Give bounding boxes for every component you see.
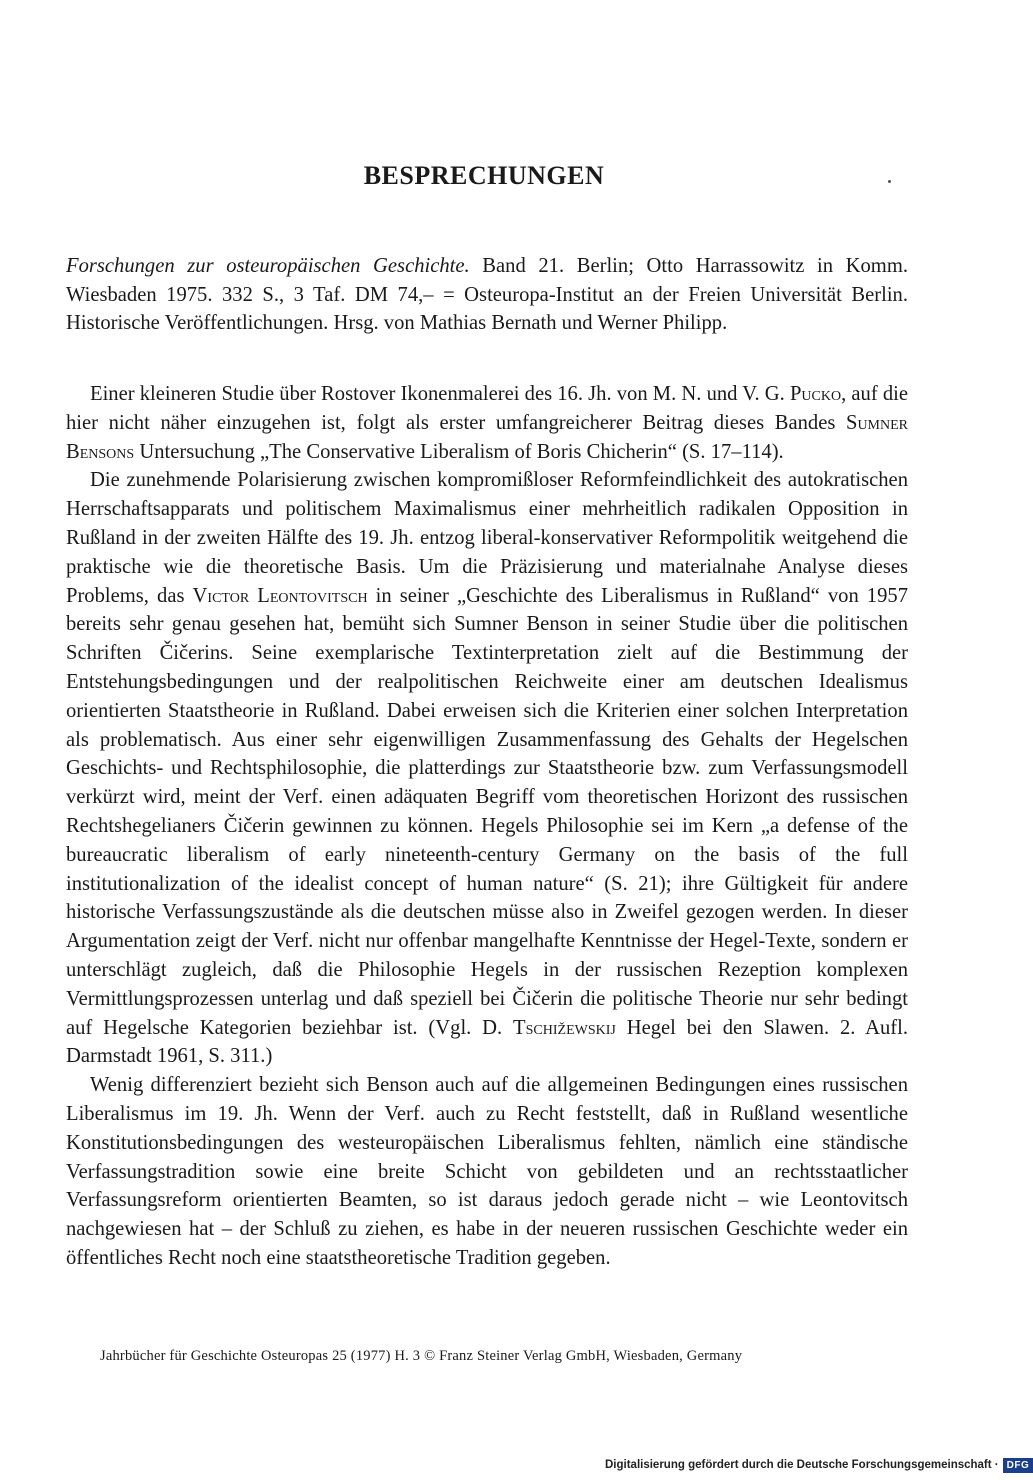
section-heading: BESPRECHUNGEN <box>363 161 605 191</box>
digitization-note <box>605 1455 1033 1475</box>
paragraph-1-text-c: Untersuchung „The Conservative Liberalism of Boris Chicherin“ (S. 17–114). <box>134 440 784 463</box>
author-name-pucko: Pucko <box>789 383 842 405</box>
paragraph-2-text-b: in seiner „Geschichte des Liberalismus in Rußland“ von 1957 bereits sehr genau gesehen hat, bemüht sich Sumner Benson in seiner Studie über die politischen Schriften Čičerins. Seine exemplarische Textinterpretation zielt auf die Bestimmung der Entstehungsbedingungen und der realpolitischen Reichweite einer am deutschen Idealismus orientierten Staatstheorie in Rußland. Dabei erweisen sich die Kriterien einer solchen Interpretation als problematisch. Aus einer sehr eigenwilligen Zusammenfassung des Gehalts der Hegelschen Geschichts- und Rechtsphilosophie, die platterdings zur Staatstheorie bzw. zum Verfassungsmodell verkürzt wird, meint der Verf. einen adäquaten Begriff vom theoretischen Horizont des russischen Rechtshegelianers Čičerin gewinnen zu können. Hegels Philosophie sei im Kern „a defense of the bureaucratic liberalism of early nineteenth-century Germany on the basis of the full institutionalization of the idealist concept of human nature“ (S. 21); ihre Gültigkeit für andere historische Verfassungszustände als die deutschen müsse also in Zweifel gezogen werden. In dieser Argumentation zeigt der Verf. nicht nur offenbar mangelhafte Kenntnisse der Hegel-Texte, sondern er unterschlägt zugleich, daß die Philosophie Hegels in der russischen Rezeption komplexen Vermittlungsprozessen unterlag und daß speziell bei Čičerin die politische Theorie nur sehr bedingt auf Hegelsche Kategorien beziehbar ist. (Vgl. D. <box>66 584 908 1039</box>
paragraph-2 <box>66 466 908 1071</box>
paragraph-1-text-b: , auf die hier nicht näher einzugehen ist, folgt als erster umfangreicherer Beitrag dieses Bandes <box>66 383 909 434</box>
series-title: Forschungen zur osteuropäischen Geschichte. <box>66 255 470 277</box>
author-name-benson: Sumner Bensons <box>66 411 908 463</box>
paragraph-1-text-a: Einer kleineren Studie über Rostover Ikonenmalerei des 16. Jh. von M. N. und V. G. <box>90 383 790 405</box>
dfg-logo: DFG <box>1003 1458 1033 1473</box>
review-body <box>66 380 908 1273</box>
paragraph-1 <box>66 380 908 466</box>
journal-footer: Jahrbücher für Geschichte Osteuropas 25 (1977) H. 3 © Franz Steiner Verlag GmbH, Wiesbaden, Germany <box>100 1348 743 1364</box>
author-name-tschizewskij: Tschižewskij <box>513 1016 616 1039</box>
paragraph-2-text-c: Hegel bei den Slawen. 2. Aufl. Darmstadt 1961, S. 311.) <box>66 1016 908 1068</box>
paragraph-3: Wenig differenziert bezieht sich Benson auch auf die allgemeinen Bedingungen eines russischen Liberalismus im 19. Jh. Wenn der Verf. auch zu Recht feststellt, daß in Rußland wesentliche Konstitutionsbedingungen des westeuropäischen Liberalismus fehlten, nämlich eine ständische Verfassungstradition sowie eine breite Schicht von gebildeten und an rechtsstaatlicher Verfassungsreform orientierten Beamten, so ist daraus jedoch gerade nicht – wie Leontovitsch nachgewiesen hat – der Schluß zu ziehen, es habe in der neueren russischen Geschichte weder ein öffentliches Recht noch eine staatstheoretische Tradition gegeben. <box>66 1074 908 1269</box>
author-name-leontovitsch: Victor Leontovitsch <box>192 584 368 607</box>
bibliographic-entry <box>66 252 908 338</box>
bibliographic-details: Band 21. Berlin; Otto Harrassowitz in Komm. Wiesbaden 1975. 332 S., 3 Taf. DM 74,– = Osteuropa-Institut an der Freien Universität Berlin. Historische Veröffentlichungen. Hrsg. von Mathias Bernath und Werner Philipp. <box>66 255 908 334</box>
digitization-text: Digitalisierung gefördert durch die Deutsche Forschungsgemeinschaft · <box>605 1459 999 1471</box>
paragraph-2-text-a: Die zunehmende Polarisierung zwischen kompromißloser Reformfeindlichkeit des autokratischen Herrschaftsapparats und politischem Maximalismus einer mehrheitlich radikalen Opposition in Rußland in der zweiten Hälfte des 19. Jh. entzog liberal-konservativer Reformpolitik weitgehend die praktische wie die theoretische Basis. Um die Präzisierung und materialnahe Analyse dieses Problems, das <box>66 469 908 607</box>
